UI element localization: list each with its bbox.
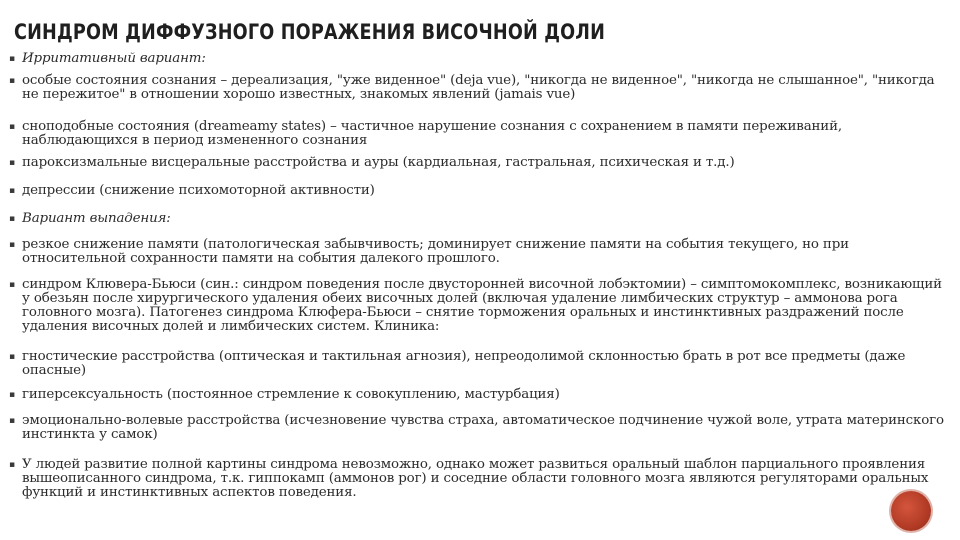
bullet-text: сноподобные состояния (dreameamy states) – частичное нарушение сознания с сохранением в памяти переживаний, наблюдающихся в период измененного сознания bbox=[22, 119, 842, 148]
bullet-item bbox=[8, 52, 948, 66]
bullet-item bbox=[8, 350, 948, 378]
bullet-item bbox=[8, 278, 948, 334]
bullet-square-icon: ▪ bbox=[9, 214, 15, 224]
bullet-item bbox=[8, 458, 948, 500]
bullet-square-icon: ▪ bbox=[9, 416, 15, 426]
bullet-square-icon: ▪ bbox=[9, 186, 15, 196]
bullet-square-icon: ▪ bbox=[9, 390, 15, 400]
bullet-item bbox=[8, 414, 948, 442]
bullet-item bbox=[8, 120, 948, 148]
bullet-text: пароксизмальные висцеральные расстройства и ауры (кардиальная, гастральная, психическая и т.д.) bbox=[22, 155, 735, 170]
bullet-square-icon: ▪ bbox=[9, 280, 15, 290]
bullet-text: синдром Клювера-Бьюси (син.: синдром поведения после двусторонней височной лобэктомии) – симптомокомплекс, возникающий у обезьян после хирургического удаления обеих височных долей (включая удаление лимбических структур – аммонова рога головного мозга). Патогенез синдрома Клюфера-Бьюси – снятие торможения оральных и инстинктивных раздражений после удаления височных долей и лимбических систем. Клиника: bbox=[22, 277, 942, 334]
bullet-square-icon: ▪ bbox=[9, 460, 15, 470]
bullet-text: депрессии (снижение психомоторной активности) bbox=[22, 183, 375, 198]
slide-title: СИНДРОМ ДИФФУЗНОГО ПОРАЖЕНИЯ ВИСОЧНОЙ ДОЛИ bbox=[14, 20, 606, 44]
bullet-square-icon: ▪ bbox=[9, 54, 15, 64]
bullet-item bbox=[8, 74, 948, 102]
bullet-item bbox=[8, 238, 948, 266]
bullet-square-icon: ▪ bbox=[9, 352, 15, 362]
bullet-text: особые состояния сознания – дереализация, "уже виденное" (deja vue), "никогда не виденное", "никогда не слышанное", "никогда не пережитое" в отношении хорошо известных, знакомых явлений (jamais vue) bbox=[22, 73, 935, 102]
bullet-text: резкое снижение памяти (патологическая забывчивость; доминирует снижение памяти на события текущего, но при относительной сохранности памяти на события далекого прошлого. bbox=[22, 237, 849, 266]
bullet-text: эмоционально-волевые расстройства (исчезновение чувства страха, автоматическое подчинение чужой воле, утрата материнского инстинкта у самок) bbox=[22, 413, 944, 442]
bullet-item bbox=[8, 212, 948, 226]
decorative-circle-icon bbox=[891, 491, 931, 531]
bullet-text: Вариант выпадения: bbox=[22, 211, 171, 226]
bullet-text: У людей развитие полной картины синдрома невозможно, однако может развиться оральный шаблон парциального проявления вышеописанного синдрома, т.к. гиппокамп (аммонов рог) и соседние области головного мозга являются регуляторами оральных функций и инстинктивных аспектов поведения. bbox=[22, 457, 929, 500]
bullet-square-icon: ▪ bbox=[9, 122, 15, 132]
bullet-text: Ирритативный вариант: bbox=[22, 51, 206, 66]
bullet-square-icon: ▪ bbox=[9, 158, 15, 168]
bullet-item bbox=[8, 184, 948, 198]
bullet-item bbox=[8, 388, 948, 402]
bullet-text: гностические расстройства (оптическая и тактильная агнозия), непреодолимой склонностью брать в рот все предметы (даже опасные) bbox=[22, 349, 906, 378]
bullet-square-icon: ▪ bbox=[9, 240, 15, 250]
bullet-text: гиперсексуальность (постоянное стремление к совокуплению, мастурбация) bbox=[22, 387, 560, 402]
bullet-item bbox=[8, 156, 948, 170]
bullet-square-icon: ▪ bbox=[9, 76, 15, 86]
